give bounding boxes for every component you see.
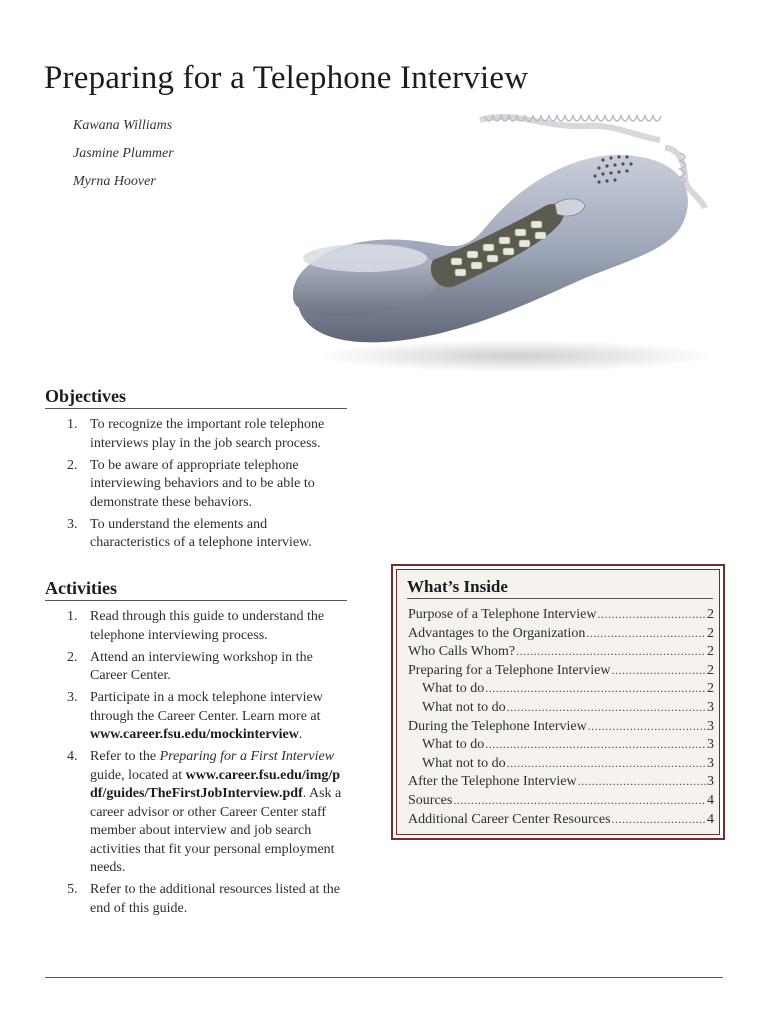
first-interview-guide-link[interactable]: www.career.fsu.edu/img/pdf/guides/TheFirstJobInterview.pdf [90,767,341,801]
author-name: Myrna Hoover [73,174,156,189]
toc-subentry[interactable]: What to do ..... 3 [408,735,714,754]
author-name: Jasmine Plummer [73,146,174,161]
activities-heading: Activities [45,578,347,601]
toc-subentry[interactable]: What not to do ..... 3 [408,754,714,773]
author-name: Kawana Williams [73,118,173,133]
toc-subentry[interactable]: What to do ..... 2 [408,679,714,698]
mock-interview-link[interactable]: www.career.fsu.edu/mockinterview [90,727,299,742]
list-item: 3. Participate in a mock telephone interview through the Career Center. Learn more at www.career.fsu.edu/mockinterview. [67,690,323,742]
toc-entry[interactable]: Sources ..... 4 [408,791,714,810]
toc-entry[interactable]: Preparing for a Telephone Interview ..... 2 [408,661,714,680]
whats-inside-panel [396,569,720,835]
guide-title: Preparing for a First Interview [159,749,335,764]
objectives-heading: Objectives [45,386,347,409]
footer-divider [45,977,723,978]
activities-list [45,608,345,922]
list-item: 5. Refer to the additional resources listed at the end of this guide. [67,882,340,916]
telephone-handset-photo [285,108,725,373]
list-item: 2. Attend an interviewing workshop in the Career Center. [67,649,313,683]
list-item: 1. Read through this guide to understand the telephone interviewing process. [67,609,325,643]
objectives-list [45,416,345,556]
list-item: 3. To understand the elements and characteristics of a telephone interview. [67,516,312,550]
toc-entry[interactable]: Purpose of a Telephone Interview ..... 2 [408,605,714,624]
toc-entry[interactable]: Additional Career Center Resources ..... 4 [408,810,714,829]
table-of-contents [408,605,714,828]
whats-inside-box [391,564,725,840]
whats-inside-heading: What’s Inside [407,577,713,599]
list-item: 2. To be aware of appropriate telephone interviewing behaviors and to be able to demonstrate these behaviors. [67,457,315,510]
toc-entry[interactable]: Who Calls Whom? ..... 2 [408,642,714,661]
author-list [73,116,174,200]
toc-subentry[interactable]: What not to do ..... 3 [408,698,714,717]
toc-entry[interactable]: After the Telephone Interview ..... 3 [408,772,714,791]
page-title: Preparing for a Telephone Interview [44,60,529,96]
toc-entry[interactable]: Advantages to the Organization ..... 2 [408,624,714,643]
toc-entry[interactable]: During the Telephone Interview ..... 3 [408,717,714,736]
list-item: 1. To recognize the important role telephone interviews play in the job search process. [67,417,325,451]
list-item: 4. Refer to the Preparing for a First Interview guide, located at www.career.fsu.edu/img/pdf/guides/TheFirstJobInterview.pdf. Ask a career advisor or other Career Center staff member about interview and job search activities that fit your personal employment needs. [67,749,342,875]
